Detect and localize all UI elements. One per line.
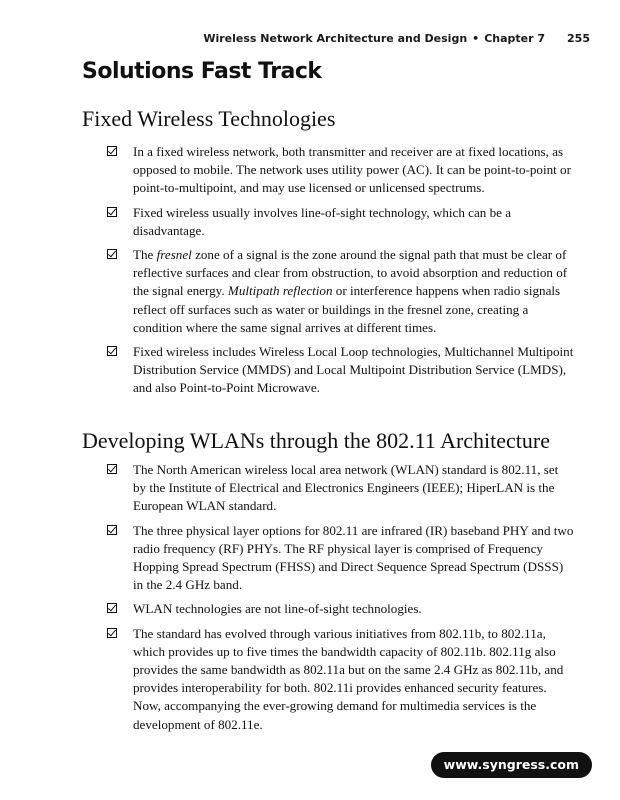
list-item	[104, 625, 574, 734]
list-item-text: The three physical layer options for 802.11 are infrared (IR) baseband PHY and two radio frequency (RF) PHYs. The RF physical layer is comprised of Frequency Hopping Spread Spectrum (FHSS) and Direct Sequence Spread Spectrum (DSSS) in the 2.4 GHz band.	[133, 522, 574, 593]
checkbox-icon	[107, 628, 117, 638]
header-chapter: Chapter 7	[484, 32, 546, 45]
checkbox-icon	[107, 464, 117, 474]
fixed-wireless-list	[104, 143, 574, 404]
term-fresnel: fresnel	[156, 247, 192, 263]
checkbox-icon	[107, 603, 117, 613]
list-item	[104, 461, 574, 516]
list-item-text: Fixed wireless usually involves line-of-sight technology, which can be a disadvantage.	[133, 204, 512, 238]
running-header	[203, 32, 590, 45]
section-heading-wlan-80211: Developing WLANs through the 802.11 Architecture	[82, 428, 551, 453]
checkbox-icon	[107, 346, 117, 356]
checkbox-icon	[107, 146, 117, 156]
section-heading-fixed-wireless: Fixed Wireless Technologies	[82, 106, 336, 131]
list-item	[104, 246, 574, 337]
header-book-title: Wireless Network Architecture and Design	[203, 32, 468, 45]
wlan-80211-list	[104, 461, 574, 740]
list-item-text: In a fixed wireless network, both transmitter and receiver are at fixed locations, as opposed to mobile. The network uses utility power (AC). It can be point-to-point or point-to-multipoint, and may use licensed or unlicensed spectrums.	[133, 144, 571, 196]
checkbox-icon	[107, 249, 117, 259]
list-item-text-post: or interference happens when radio signals reflect off surfaces such as water or buildings in the fresnel zone, creating a condition where the same signal arrives at different times.	[133, 283, 561, 335]
list-item	[104, 600, 574, 618]
list-item-text-mid: zone of a signal is the zone around the signal path that must be clear of reflective surfaces and clear from obstruction, to avoid absorption and reduction of the signal energy.	[133, 247, 568, 299]
footer-url-badge: www.syngress.com	[431, 752, 592, 778]
checkbox-icon	[107, 525, 117, 535]
list-item-text-pre: The	[133, 247, 157, 263]
list-item	[104, 204, 574, 240]
list-item	[104, 143, 574, 198]
list-item	[104, 343, 574, 398]
header-separator: •	[472, 32, 480, 45]
list-item-text: Fixed wireless includes Wireless Local Loop technologies, Multichannel Multipoint Distribution Service (MMDS) and Local Multipoint Distribution Service (LMDS), and also Point-to-Point Microwave.	[133, 344, 574, 396]
checkbox-icon	[107, 207, 117, 217]
list-item-text: The North American wireless local area network (WLAN) standard is 802.11, set by the Institute of Electrical and Electronics Engineers (IEEE); HiperLAN is the European WLAN standard.	[133, 462, 559, 514]
list-item-text: WLAN technologies are not line-of-sight technologies.	[133, 601, 422, 617]
term-multipath-reflection: Multipath reflection	[227, 283, 333, 299]
page-number: 255	[567, 32, 590, 45]
list-item	[104, 522, 574, 595]
page-title: Solutions Fast Track	[82, 59, 322, 84]
list-item-text: The standard has evolved through various initiatives from 802.11b, to 802.11a, which provides up to five times the bandwidth capacity of 802.11b. 802.11g also provides the same bandwidth as 802.11a but on the same 2.4 GHz as 802.11b, and provides interoperability for both. 802.11i provides enhanced security features. Now, accompanying the ever-growing demand for multimedia services is the development of 802.11e.	[133, 625, 564, 732]
